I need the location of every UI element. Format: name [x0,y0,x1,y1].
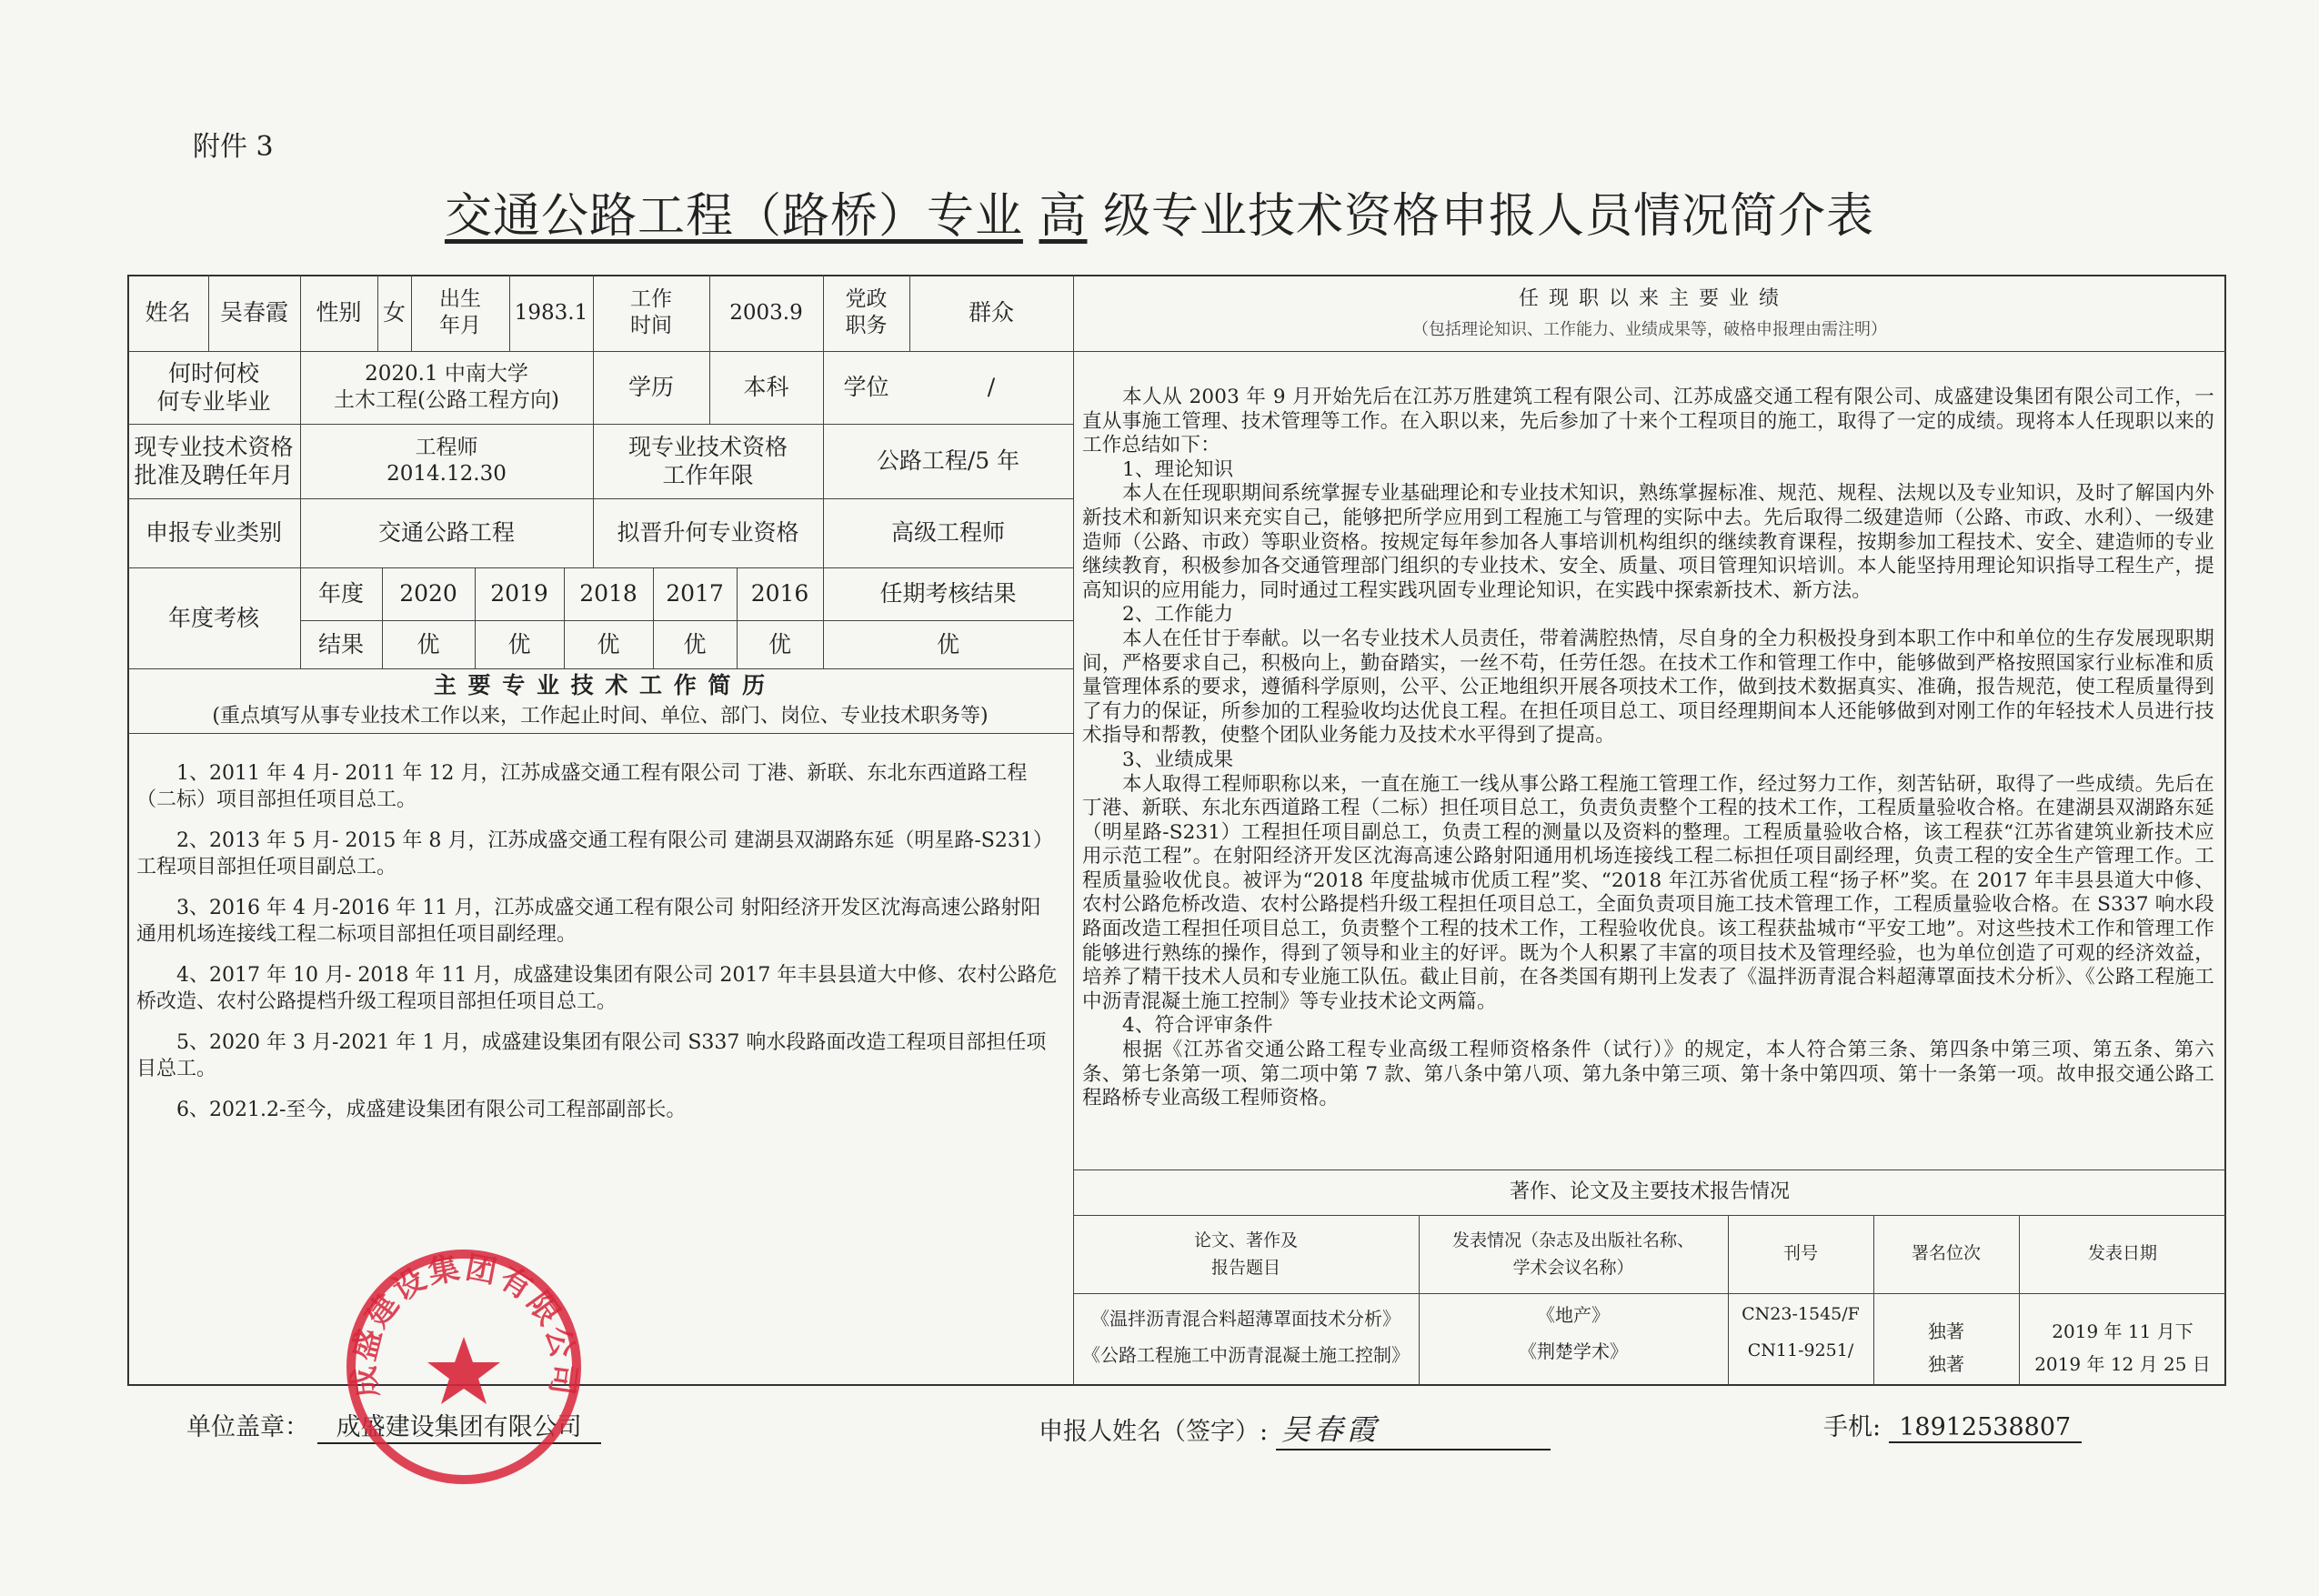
achievement-heading: 4、符合评审条件 [1122,1014,1273,1038]
year-cell: 2019 [490,580,548,607]
paper-date: 2019 年 12 月 25 日 [2034,1352,2211,1375]
paper-issn: CN11-9251/ [1747,1340,1854,1361]
papers-header: 发表日期 [2087,1243,2157,1264]
papers-header: 刊号 [1782,1243,1818,1264]
result-cell: 优 [417,630,440,657]
unit-seal-label: 单位盖章： [186,1413,309,1441]
qualification-years-label: 现专业技术资格 工作年限 [627,433,788,488]
paper-authorship: 独著 [1928,1320,1964,1342]
phone-number: 18912538807 [1889,1413,2082,1443]
title-level: 高 [1039,189,1088,244]
party-label: 党政 职务 [845,287,888,337]
signature: 吴春霞 [1276,1407,1551,1450]
result-cell: 优 [683,630,707,657]
degree-label: 学位 [843,374,889,401]
title-pre: 交通公路工程（路桥）专业 [444,189,1023,244]
resume-item: 5、2020 年 3 月-2021 年 1 月，成盛建设集团有限公司 S337 响水段路面改造工程项目部担任项目总工。 [136,1031,1047,1080]
year-cell: 2020 [399,580,457,607]
qualification-value: 工程师 2014.12.30 [386,436,507,486]
year-cell: 2017 [666,580,724,607]
title-post: 级专业技术资格申报人员情况简介表 [1103,189,1875,244]
category-value: 交通公路工程 [377,519,515,547]
achievement-heading: 3、业绩成果 [1122,748,1234,771]
row-divider [127,733,1073,734]
work-start-value: 2003.9 [729,300,803,325]
achievement-heading: 1、理论知识 [1122,457,1234,481]
paper-journal: 《荆楚学术》 [1519,1340,1628,1362]
target-value: 高级工程师 [890,519,1005,547]
gender-value: 女 [382,299,406,326]
achievement-heading: 2、工作能力 [1122,603,1234,627]
achievement-paragraph: 本人在任现职期间系统掌握专业基础理论和专业技术知识，熟练掌握标准、规范、规程、法规以及专业知识，及时了解国内外新技术和新知识来充实自己，能够把所学应用到工程施工与管理的实际中去。先后取得二级建造师（公路、市政、水利）、一级建造师（公路、市政）等职业资格。按规定每年参加各人事培训机构组织的继续教育课程，按期参加工程技术、安全、建造师的专业继续教育，积极参加各交通管理部门组织的专业技术、安全、质量、项目管理知识培训。本人能坚持用理论知识指导工程生产，提高知识的应用能力，同时通过工程实践巩固专业理论知识，在实践中探索新技术、新方法。 [1082,482,2214,602]
applicant-label: 申报人姓名（签字）: [1039,1418,1269,1446]
papers-header: 发表情况（杂志及出版社名称、 学术会议名称） [1451,1230,1694,1278]
achievement-paragraph: 根据《江苏省交通公路工程专业高级工程师资格条件（试行）》的规定，本人符合第三条、第四条中第三项、第五条、第六条、第七条第一项、第二项中第 7 款、第八条中第八项、第九条中第三项、第十条中第四项、第十一条第一项。故申报交通公路工程路桥专业高级工程师资格。 [1082,1039,2214,1110]
paper-title: 《公路工程施工中沥青混凝土施工控制》 [1082,1343,1410,1366]
resume-title: 主 要 专 业 技 术 工 作 简 历 [433,672,768,699]
company-seal [341,1244,587,1490]
name-value: 吴春霞 [219,299,288,326]
degree-value: / [987,374,996,401]
resume-item: 3、2016 年 4 月-2016 年 11 月，江苏成盛交通工程有限公司 射阳经济开发区沈海高速公路射阳通用机场连接线工程二标项目部担任项目副经理。 [136,897,1041,946]
paper-issn: CN23-1545/F [1742,1304,1860,1325]
papers-header: 论文、著作及 报告题目 [1193,1230,1298,1278]
period-label: 任期考核结果 [879,580,1017,607]
result-cell: 优 [768,630,791,657]
year-cell: 2018 [579,580,637,607]
result-cell: 优 [507,630,531,657]
resume-list [136,760,1059,1138]
resume-item: 2、2013 年 5 月- 2015 年 8 月，江苏成盛交通工程有限公司 建湖县双湖路东延（明星路-S231）工程项目部担任项目副总工。 [136,829,1053,878]
birth-label: 出生 年月 [439,287,481,337]
category-label: 申报专业类别 [145,519,282,547]
birth-value: 1983.1 [514,300,588,325]
period-result: 优 [936,630,959,657]
attachment-label: 附件 3 [193,131,274,163]
resume-subtitle: (重点填写从事专业技术工作以来，工作起止时间、单位、部门、岗位、专业技术职务等) [212,705,989,728]
seal-star-icon [427,1337,500,1404]
achievements-title: 任 现 职 以 来 主 要 业 绩 [1519,287,1781,311]
resume-item: 6、2021.2-至今，成盛建设集团有限公司工程部副部长。 [176,1099,687,1121]
qualification-years-value: 公路工程/5 年 [876,447,1020,475]
unit-name: 成盛建设集团有限公司 [317,1407,601,1444]
education-value: 本科 [743,374,789,401]
seal-text: 成盛建设集团有限公司 [345,1249,583,1400]
paper-authorship: 独著 [1928,1352,1964,1375]
resume-item: 1、2011 年 4 月- 2011 年 12 月，江苏成盛交通工程有限公司 丁港、新联、东北东西道路工程（二标）项目部担任项目总工。 [136,762,1028,811]
paper-title: 《温拌沥青混合料超薄罩面技术分析》 [1091,1307,1400,1330]
row-divider [1073,1293,2226,1294]
applicant-signature-field [1039,1407,1551,1450]
paper-date: 2019 年 11 月下 [2052,1320,2194,1342]
graduation-value: 2020.1 中南大学 土木工程(公路工程方向) [334,362,559,412]
result-cell: 优 [597,630,620,657]
work-start-label: 工作 时间 [630,287,672,337]
result-label: 结果 [317,630,364,657]
gender-label: 性别 [316,299,362,326]
phone-field [1823,1407,2082,1443]
achievements-note: （包括理论知识、工作能力、业绩成果等，破格申报理由需注明） [1412,319,1887,339]
name-label: 姓名 [145,299,191,326]
achievements-body [1082,386,2214,1111]
papers-header: 署名位次 [1911,1243,1981,1264]
resume-item: 4、2017 年 10 月- 2018 年 11 月，成盛建设集团有限公司 2017 年丰县县道大中修、农村公路危桥改造、农村公路提档升级工程项目部担任项目总工。 [136,964,1058,1013]
achievement-paragraph: 本人取得工程师职称以来，一直在施工一线从事公路工程施工管理工作，经过努力工作，刻苦钻研，取得了一些成绩。先后在丁港、新联、东北东西道路工程（二标）担任项目总工，负责负责整个工程的技术工作，工程质量验收合格。在建湖县双湖路东延（明星路-S231）工程担任项目副总工，负责工程的测量以及资料的整理。工程质量验收合格，该工程获“江苏省建筑业新技术应用示范工程”。在射阳经济开发区沈海高速公路射阳通用机场连接线工程二标担任项目副经理，负责工程的安全生产管理工作。工程质量验收优良。被评为“2018 年度盐城市优质工程”奖、“2018 年江苏省优质工程“扬子杯”奖。在 2017 年丰县县道大中修、农村公路危桥改造、农村公路提档升级工程担任项目总工，全面负责项目施工技术管理工作，工程质量验收合格。在 S337 响水段路面改造工程担任项目总工，负责整个工程的技术工作，工程验收优良。该工程获盐城市“平安工地”。对这些技术工作和管理工作能够进行熟练的操作，得到了领导和业主的好评。既为个人积累了丰富的项目技术及管理经验，也为单位创造了可观的经济效益，培养了精干技术人员和专业施工队伍。截止目前，在各类国有期刊上发表了《温拌沥青混合料超薄罩面技术分析》、《公路工程施工中沥青混凝土施工控制》等专业技术论文两篇。 [1082,772,2214,1013]
assessment-label: 年度考核 [167,604,259,631]
phone-label: 手机: [1823,1413,1882,1441]
achievement-paragraph: 本人从 2003 年 9 月开始先后在江苏万胜建筑工程有限公司、江苏成盛交通工程有限公司、成盛建设集团有限公司工作，一直从事施工管理、技术管理等工作。在入职以来，先后参加了十来个工程项目的施工，取得了一定的成绩。现将本人任现职以来的工作总结如下： [1082,386,2214,457]
year-label: 年度 [317,580,364,607]
target-label: 拟晋升何专业资格 [617,519,799,547]
achievement-paragraph: 本人在任甘于奉献。以一名专业技术人员责任，带着满腔热情，尽自身的全力积极投身到本职工作中和单位的生存发展现职期间，严格要求自己，积极向上，勤奋踏实，一丝不苟，任劳任怨。在技术工作和管理工作中，能够做到严格按照国家行业标准和质量管理体系的要求，遵循科学原则，公平、公正地组织开展各项技术工作，做到技术数据真实、准确，报告规范，使工程质量得到了有力的保证，所参加的工程验收均达优良工程。在担任项目总工、项目经理期间本人还能够做到对刚工作的年轻技术人员进行技术指导和帮教，使整个团队业务能力及技术水平得到了提高。 [1082,627,2214,748]
paper-journal: 《地产》 [1537,1303,1610,1326]
papers-title: 著作、论文及主要技术报告情况 [1509,1180,1790,1204]
row-divider [1073,351,2226,352]
year-cell: 2016 [750,580,809,607]
qualification-label: 现专业技术资格 批准及聘任年月 [134,433,294,488]
row-divider [127,668,1073,669]
graduation-label: 何时何校 何专业毕业 [156,359,271,415]
education-label: 学历 [627,374,674,401]
party-value: 群众 [968,299,1014,326]
page-title [0,177,2319,246]
